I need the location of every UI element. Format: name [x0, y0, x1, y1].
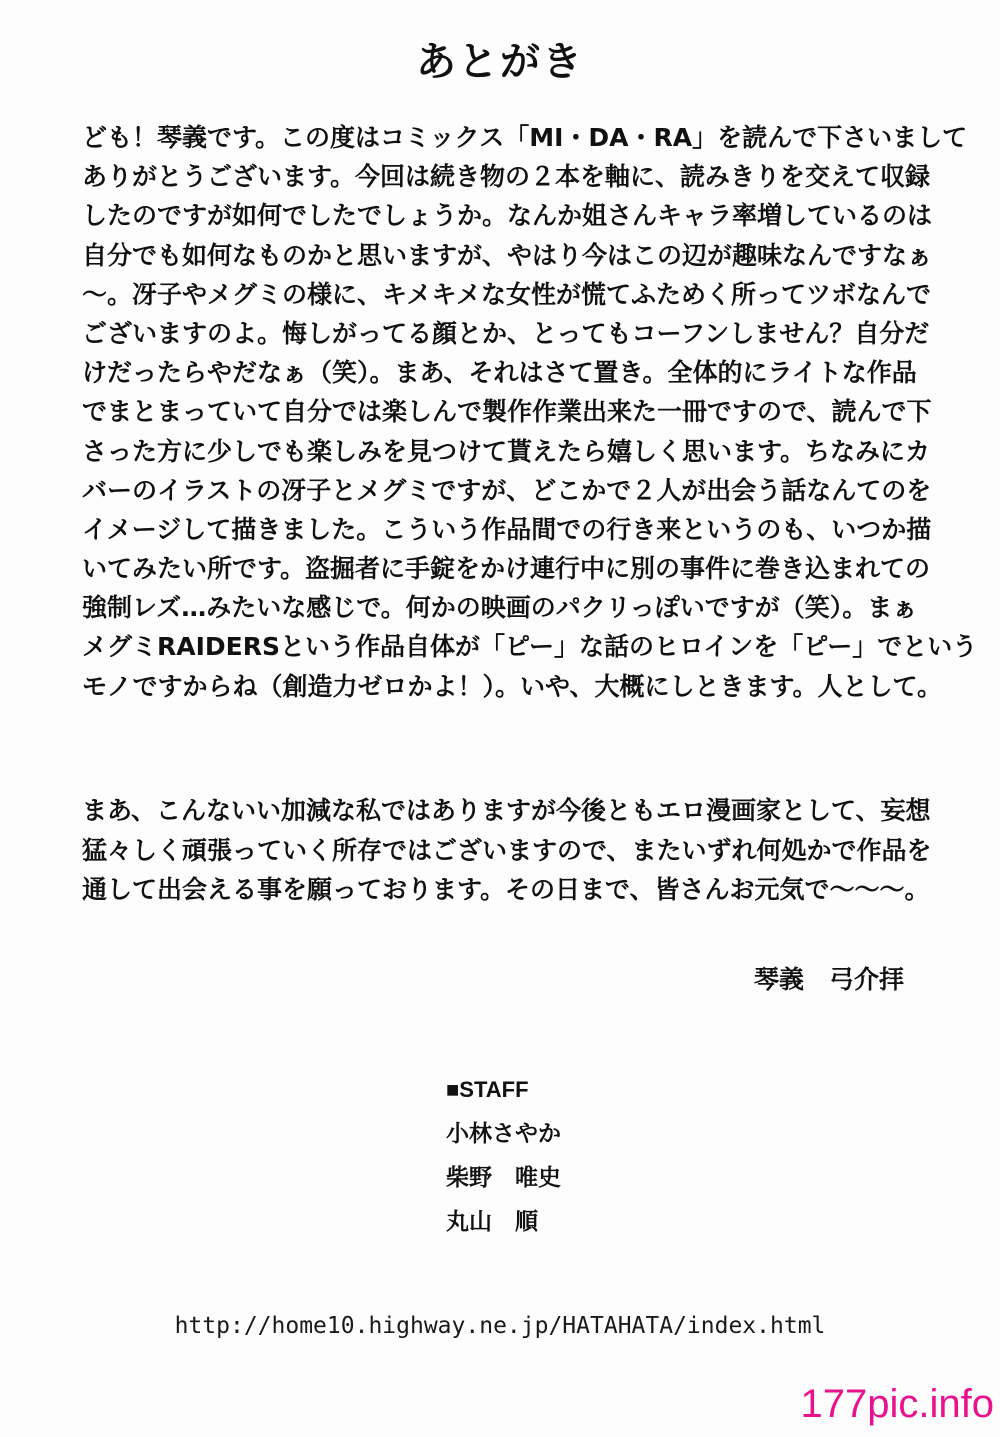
staff-member: 柴野 唯史: [446, 1165, 561, 1191]
body-line: さった方に少しでも楽しみを見つけて貰えたら嬉しく思います。ちなみにカ: [82, 436, 931, 466]
body-line: したのですが如何でしたでしょうか。なんか姐さんキャラ率増しているのは: [82, 201, 933, 231]
author-signature: 琴義 弓介拝: [753, 965, 904, 994]
body-line: モノですからね（創造力ゼロかよ！）。いや、大概にしときます。人として。: [82, 671, 943, 701]
staff-credits: [446, 1068, 561, 1244]
body-line: 強制レズ…みたいな感じで。何かの映画のパクリっぽいですが（笑）。まぁ: [82, 593, 918, 623]
body-line: ～。冴子やメグミの様に、キメキメな女性が慌てふためく所ってツボなんで: [82, 279, 932, 309]
staff-member: 丸山 順: [446, 1209, 538, 1235]
afterword-body: [82, 118, 978, 706]
body-line: メグミRAIDERSという作品自体が「ピー」な話のヒロインを「ピー」でという: [82, 632, 978, 662]
body-line: 自分でも如何なものかと思いますが、やはり今はこの辺が趣味なんですなぁ: [82, 240, 933, 270]
body-line: でまとまっていて自分では楽しんで製作作業出来た一冊ですので、読んで下: [82, 397, 932, 427]
page-title: あとがき: [416, 39, 584, 85]
body-line: ども！琴義です。この度はコミックス「MI・DA・RA」を読んで下さいまして: [82, 123, 968, 152]
body-line: けだったらやだなぁ（笑）。まあ、それはさて置き。全体的にライトな作品: [82, 358, 917, 388]
body-line: ありがとうございます。今回は続き物の２本を軸に、読みきりを交えて収録: [82, 162, 931, 192]
staff-heading: ■STAFF: [446, 1077, 529, 1102]
staff-member: 小林さやか: [446, 1121, 561, 1147]
closing-line: 通して出会える事を願っております。その日まで、皆さんお元気で～～～。: [82, 875, 930, 904]
closing-line: まあ、こんないい加減な私ではありますが今後ともエロ漫画家として、妄想: [82, 796, 931, 825]
body-line: ございますのよ。悔しがってる顔とか、とってもコーフンしません？自分だ: [82, 318, 930, 348]
closing-line: 猛々しく頑張っていく所存ではございますので、またいずれ何処かで作品を: [82, 835, 932, 865]
body-line: いてみたい所です。盗掘者に手錠をかけ連行中に別の事件に巻き込まれての: [82, 554, 931, 584]
closing-paragraph: [82, 791, 962, 910]
body-line: バーのイラストの冴子とメグミですが、どこかで２人が出会う話なんてのを: [82, 475, 932, 505]
body-line: イメージして描きました。こういう作品間での行き来というのも、いつか描: [82, 514, 932, 544]
watermark: 177pic.info: [800, 1382, 994, 1426]
website-url: http://home10.highway.ne.jp/HATAHATA/index.html: [174, 1313, 826, 1339]
